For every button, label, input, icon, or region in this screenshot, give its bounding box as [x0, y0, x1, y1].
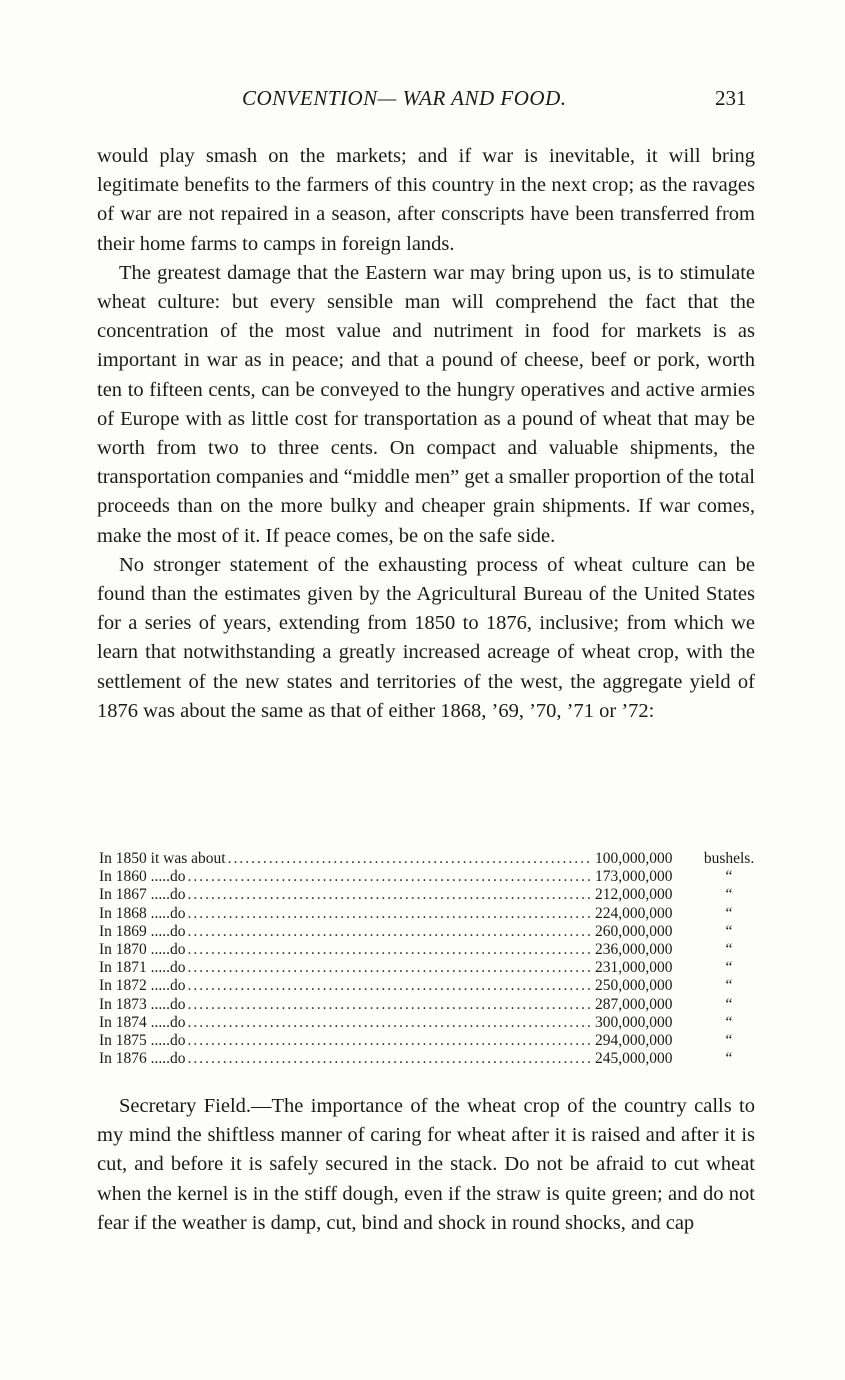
table-row	[99, 886, 759, 904]
row-label: In 1876 .....do	[99, 1050, 186, 1068]
table-row	[99, 959, 759, 977]
page-header	[0, 86, 845, 116]
row-label: In 1874 .....do	[99, 1013, 186, 1031]
row-unit: “	[725, 886, 733, 904]
wheat-yield-table	[99, 850, 759, 1068]
row-label: In 1869 .....do	[99, 922, 186, 940]
row-unit: bushels.	[703, 850, 755, 867]
table-row	[99, 1032, 759, 1050]
dot-leader	[188, 977, 593, 995]
table-row	[99, 850, 759, 868]
row-value: 245,000,000	[595, 1050, 673, 1068]
row-unit: “	[725, 959, 733, 977]
row-label: In 1850 it was about	[99, 850, 226, 867]
dot-leader	[188, 923, 593, 941]
row-value: 231,000,000	[595, 959, 673, 977]
row-unit: “	[725, 1032, 733, 1050]
table-row	[99, 977, 759, 995]
row-unit: “	[725, 868, 733, 886]
row-label: In 1875 .....do	[99, 1032, 186, 1050]
row-unit: “	[725, 922, 733, 940]
row-unit: “	[725, 941, 733, 959]
row-value: 300,000,000	[595, 1013, 673, 1031]
row-value: 294,000,000	[595, 1032, 673, 1050]
row-label: In 1868 .....do	[99, 904, 186, 922]
row-unit: “	[725, 1013, 733, 1031]
dot-leader	[188, 996, 593, 1014]
row-label: In 1870 .....do	[99, 941, 186, 959]
paragraph-eastern-war: The greatest damage that the Eastern war may bring upon us, is to stimulate wheat culture: but every sensible man will comprehend the fact that the concentration of the most value and nutriment in food for markets is as important in war as in peace; and that a pound of cheese, beef or pork, worth ten to fifteen cents, can be conveyed to the hungry operatives and active armies of Europe with as little cost for transportation as a pound of wheat that may be worth from two to three cents. On compact and valuable shipments, the transportation companies and “middle men” get a smaller proportion of the total proceeds than on the more bulky and cheaper grain shipments. If war comes, make the most of it. If peace comes, be on the safe side.	[97, 261, 755, 547]
table-row	[99, 1050, 759, 1068]
row-label: In 1872 .....do	[99, 977, 186, 995]
row-unit: “	[725, 904, 733, 922]
row-value: 250,000,000	[595, 977, 673, 995]
row-value: 260,000,000	[595, 922, 673, 940]
dot-leader	[188, 1032, 593, 1050]
table-row	[99, 996, 759, 1014]
paragraph-wheat-culture: No stronger statement of the exhausting process of wheat culture can be found than the estimates given by the Agricultural Bureau of the United States for a series of years, extending from 1850 to 1876, inclusive; from which we learn that notwithstanding a greatly increased acreage of wheat crop, with the settlement of the new states and territories of the west, the aggregate yield of 1876 was about the same as that of either 1868, ’69, ’70, ’71 or ’72:	[97, 553, 755, 722]
row-unit: “	[725, 995, 733, 1013]
page-number: 231	[715, 86, 747, 110]
table-row	[99, 923, 759, 941]
table-row	[99, 905, 759, 923]
row-label: In 1860 .....do	[99, 868, 186, 886]
running-title: CONVENTION— WAR AND FOOD.	[242, 86, 567, 110]
row-label: In 1873 .....do	[99, 995, 186, 1013]
dot-leader	[188, 959, 593, 977]
row-unit: “	[725, 977, 733, 995]
row-value: 212,000,000	[595, 886, 673, 904]
dot-leader	[188, 1014, 593, 1032]
row-value: 287,000,000	[595, 995, 673, 1013]
paragraph-secretary-field: Secretary Field.—The importance of the wheat crop of the country calls to my mind the shiftless manner of caring for wheat after it is raised and after it is cut, and before it is safely secured in the stack. Do not be afraid to cut wheat when the kernel is in the stiff dough, even if the straw is quite green; and do not fear if the weather is damp, cut, bind and shock in round shocks, and cap	[97, 1095, 755, 1234]
paragraph-continuation: would play smash on the markets; and if war is inevitable, it will bring legitimate benefits to the farmers of this country in the next crop; as the ravages of war are not repaired in a season, after conscripts have been transferred from their home farms to camps in foreign lands.	[97, 145, 755, 255]
row-label: In 1871 .....do	[99, 959, 186, 977]
dot-leader	[228, 850, 593, 868]
table-row	[99, 1014, 759, 1032]
row-value: 173,000,000	[595, 868, 673, 886]
dot-leader	[188, 886, 593, 904]
table-row	[99, 941, 759, 959]
table-row	[99, 868, 759, 886]
dot-leader	[188, 941, 593, 959]
dot-leader	[188, 868, 593, 886]
row-label: In 1867 .....do	[99, 886, 186, 904]
dot-leader	[188, 905, 593, 923]
dot-leader	[188, 1050, 593, 1068]
row-value: 100,000,000	[595, 850, 673, 867]
row-value: 236,000,000	[595, 941, 673, 959]
body-text	[97, 142, 755, 726]
row-unit: “	[725, 1050, 733, 1068]
body-text-secretary-field	[97, 1092, 755, 1238]
row-value: 224,000,000	[595, 904, 673, 922]
